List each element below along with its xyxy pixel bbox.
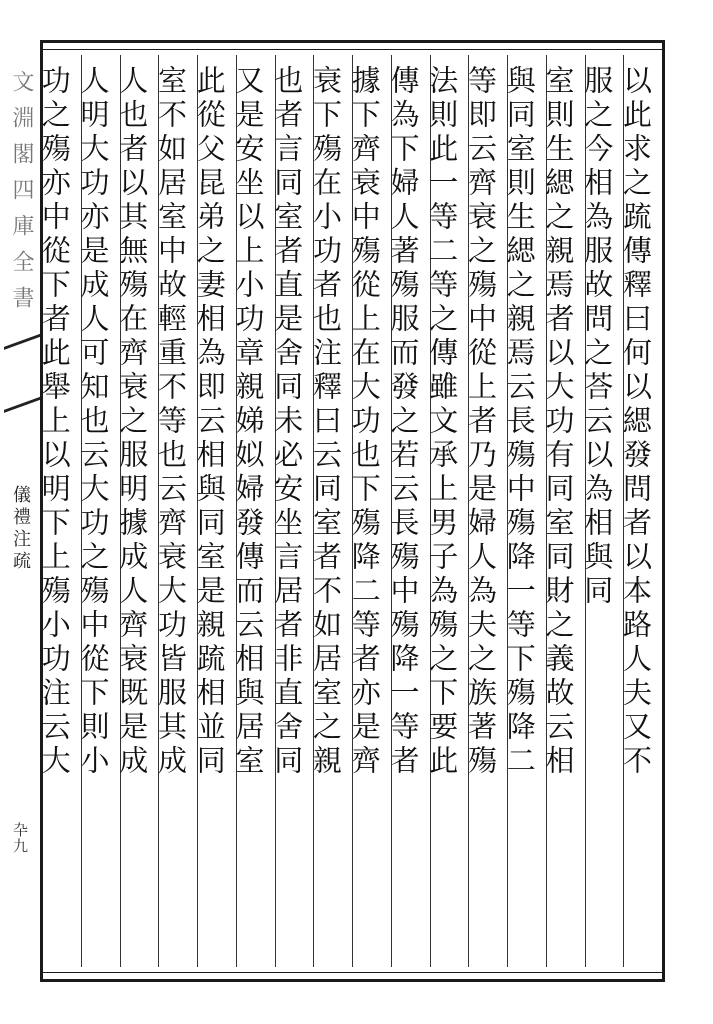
text-column [37,55,81,967]
text-column [154,55,197,967]
text-column [76,55,120,967]
text-column [270,55,314,967]
column-text: 此從父昆弟之妻相為即云相與同室是親䟽相並同 [192,65,227,779]
column-text: 衰下殤在小功者也注釋曰云同室者不如居室之親 [309,65,343,779]
text-column [386,55,430,967]
text-column [619,55,662,967]
text-column [502,55,546,967]
column-text: 也者言同室者直是舍同未必安坐言居者非直舍同 [270,65,305,779]
column-text: 據下齊衰中殤從上在大功也下殤降二等者亦是齊 [347,65,382,779]
text-column [541,55,585,967]
column-text: 人也者以其無殤在齊衰之服明據成人齊衰既是成 [115,65,150,779]
text-column [347,55,391,967]
column-text: 以此求之䟽傳釋曰何以緦發問者以本路人夫又不 [619,65,653,779]
column-text: 功之殤亦中從下者此舉上以明下上殤小功注云大 [37,65,72,779]
text-column [192,55,236,967]
column-text: 與同室則生緦之親焉云長殤中殤降一等下殤降二 [502,65,537,779]
text-column [580,55,624,967]
text-column [309,55,352,967]
book-title: 儀禮注疏 [10,485,31,573]
text-column [231,55,275,967]
text-column [464,55,507,967]
page-number: 卆九 [11,822,29,854]
column-text: 室不如居室中故輕重不等也云齊衰大功皆服其成 [154,65,188,779]
column-text: 又是安坐以上小功章親娣姒婦發傳而云相與居室 [231,65,266,779]
column-text: 法則此一等二等之傳雖文承上男子為殤之下要此 [425,65,460,779]
text-columns [37,55,662,967]
margin-edge-text: 文淵閣四庫全書 [9,70,34,322]
column-text: 等即云齊衰之殤中從上者乃是婦人為夫之族著殤 [464,65,498,779]
text-column [115,55,159,967]
column-text: 傳為下婦人著殤服而發之若云長殤中殤降一等者 [386,65,421,779]
text-column [425,55,469,967]
text-frame [37,40,665,982]
column-text: 服之今相為服故問之荅云以為相與同 [580,65,615,609]
column-text: 人明大功亦是成人可知也云大功之殤中從下則小 [76,65,111,779]
column-text: 室則生緦之親焉者以大功有同室同財之義故云相 [541,65,576,779]
